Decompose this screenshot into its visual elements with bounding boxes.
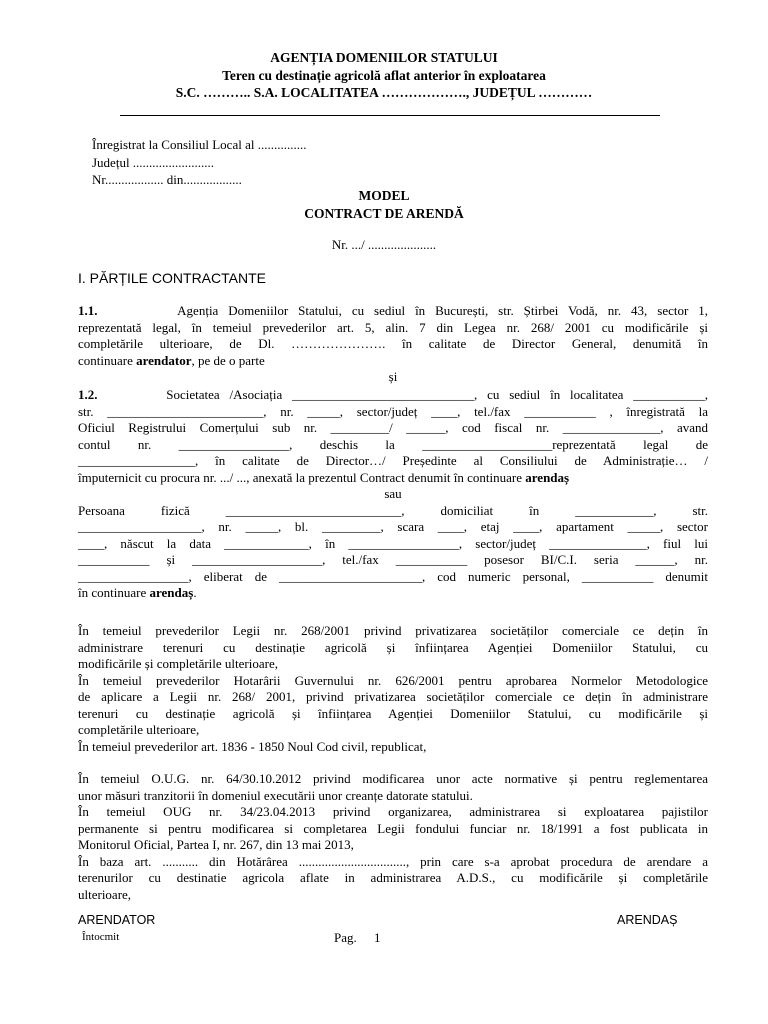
conjunction-si: și — [388, 369, 398, 384]
contract-title: CONTRACT DE ARENDĂ — [304, 206, 464, 221]
legal-line: În temeiul O.U.G. nr. 64/30.10.2012 privind modificarea unor acte normative și pentru reglementarea — [78, 771, 708, 786]
clause-number: 1.2. — [78, 387, 98, 402]
legal-line: unor măsuri tranzitorii în domeniul executării unor creanțe datorate statului. — [78, 787, 473, 803]
legal-line: În temeiul prevederilor Legii nr. 268/2001 privind privatizarea societăților comerciale ce dețin în — [78, 623, 708, 638]
p12-line: împuternicit cu procura nr. .../ ..., anexată la prezentul Contract denumit în continuare — [78, 469, 526, 485]
p12-line: Oficiul Registrului Comerțului sub nr. _________/ ______, cod fiscal nr. _______________, avand — [78, 420, 708, 435]
model-title: MODEL — [358, 188, 410, 203]
person-line: ____, născut la data _____________, în _________________, sector/județ _______________, fiul lui — [78, 535, 708, 551]
p11-line: completările ulterioare, de Dl. …………………. în calitate de Director General, denumită în — [78, 336, 708, 351]
page-number: 1 — [374, 930, 381, 945]
legal-basis — [78, 623, 708, 755]
legal-line: modificările și completările ulterioare, — [78, 656, 278, 671]
registration-number: Nr.................. din.................. — [92, 172, 242, 187]
person-line: în continuare — [78, 585, 150, 600]
party-arendas: arendaș — [525, 469, 570, 485]
legal-line: În temeiul OUG nr. 34/23.04.2013 privind organizarea, administrarea si exploatarea pajistilor — [78, 804, 708, 819]
p12-line: str. ________________________, nr. _____, sector/județ ____, tel./fax ___________ , înregistrată la — [78, 403, 708, 419]
registration-council: Înregistrat la Consiliul Local al ............... — [92, 137, 307, 152]
legal-line: Monitorul Oficial, Partea I, nr. 267, din 13 mai 2013, — [78, 837, 354, 852]
clause-number: 1.1. — [78, 303, 98, 318]
person-line: ___________________, nr. _____, bl. _________, scara ____, etaj ____, apartament _____, sector — [78, 519, 708, 534]
conjunction-sau: sau — [384, 486, 402, 501]
p11-line: continuare — [78, 352, 137, 368]
p12-line: __________________, în calitate de Director…/ Președinte al Consiliului de Administrație… / — [78, 453, 708, 468]
person-line: ___________ și ____________________, tel./fax ___________ posesor BI/C.I. seria ______, nr. — [78, 552, 708, 567]
legal-line: de aplicare a Legii nr. 268/ 2001, privind privatizarea societăților comerciale ce dețin în administrare — [78, 689, 708, 704]
section-heading: I. PĂRȚILE CONTRACTANTE — [78, 270, 266, 286]
legal-line: În temeiul prevederilor Hotarârii Guvernului nr. 626/2001 pentru aprobarea Normelor Metodologice — [78, 672, 708, 688]
legal-line: terenuri cu destinație agricolă și înființarea Agenției Domeniilor Statului, cu modificările și — [78, 705, 708, 721]
paragraph-1-1 — [78, 303, 708, 386]
header-divider — [120, 115, 660, 116]
legal-line: completările ulterioare, — [78, 722, 200, 737]
p11-line: , pe de o parte — [191, 352, 265, 368]
party-arendator: arendator — [136, 352, 192, 368]
person-line: . — [193, 585, 197, 600]
p12-line: Societatea /Asociația ____________________________, cu sediul în localitatea ___________, — [166, 387, 708, 402]
page-label: Pag. — [334, 930, 357, 945]
registration-county: Județul ......................... — [92, 155, 215, 170]
legal-line: ulterioare, — [78, 886, 132, 902]
legal-line: terenurilor cu destinatie agricola aflate in administrarea A.D.S., cu modificările și completările — [78, 870, 708, 885]
legal-basis-2 — [78, 771, 708, 903]
footer-arendas: ARENDAȘ — [617, 913, 678, 927]
p11-line: reprezentată legal, în temeiul prevederilor art. 5, alin. 7 din Legea nr. 268/ 2001 cu modificările și — [78, 319, 708, 335]
paragraph-1-2 — [78, 387, 708, 602]
legal-line: În temeiul prevederilor art. 1836 - 1850 Noul Cod civil, republicat, — [78, 738, 427, 754]
legal-line: permanente si pentru modificarea si completarea Legii fondului funciar nr. 18/1991 a fost publicata in — [78, 820, 708, 836]
person-line: Persoana fizică ___________________________, domiciliat în ____________, str. — [78, 502, 708, 518]
legal-line: administrare terenuri cu destinație agricolă și înființarea Agenției Domeniilor Statului, cu — [78, 639, 708, 655]
p12-line: contul nr. _________________, deschis la ____________________reprezentată legal de — [78, 436, 708, 452]
p11-line: Agenția Domeniilor Statului, cu sediul în București, str. Știrbei Vodă, nr. 43, sector 1, — [177, 303, 709, 318]
company-line: S.C. ……….. S.A. LOCALITATEA ………………., JUDEȚUL ………… — [175, 85, 593, 100]
party-arendas: arendaș — [149, 585, 194, 600]
agency-title: AGENȚIA DOMENIILOR STATULUI — [270, 50, 498, 65]
contract-number: Nr. .../ ..................... — [331, 237, 437, 252]
footer-intocmit: Întocmit — [82, 931, 120, 943]
person-line: _________________, eliberat de ______________________, cod numeric personal, ___________ denumit — [78, 568, 708, 584]
header-subtitle: Teren cu destinație agricolă aflat anterior în exploatarea — [222, 68, 546, 83]
footer-arendator: ARENDATOR — [78, 913, 156, 927]
legal-line: În baza art. ........... din Hotărârea ................................., prin care s-a aprobat procedura de arendare a — [78, 853, 708, 869]
